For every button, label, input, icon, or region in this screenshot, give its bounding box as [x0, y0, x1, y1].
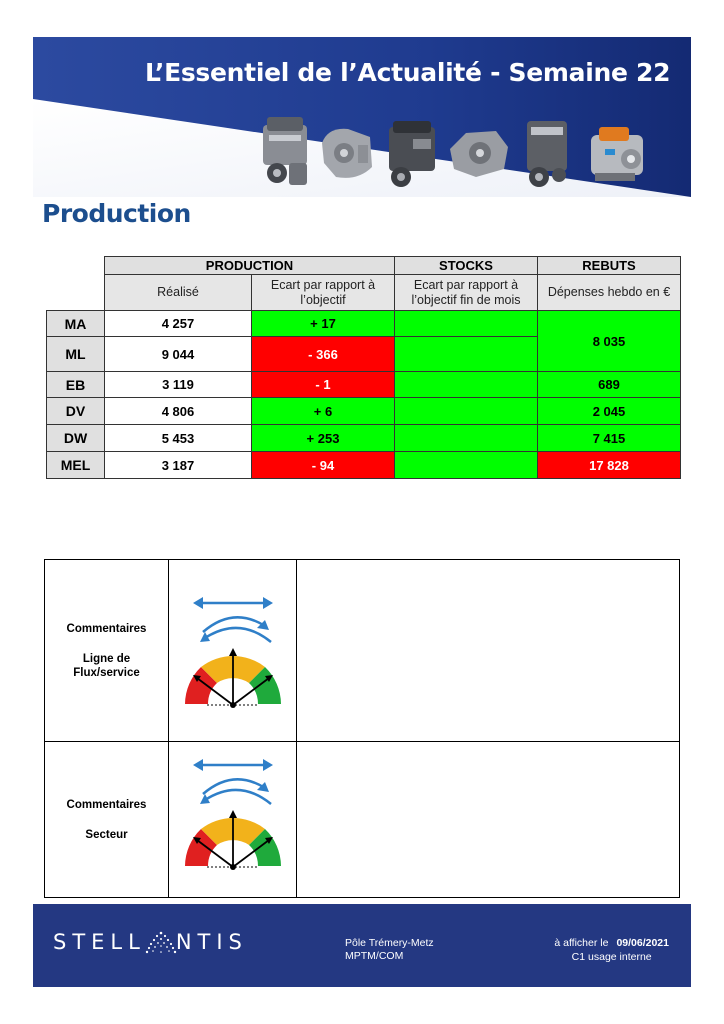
row-label: MEL [47, 452, 105, 479]
comment-subtitle: Ligne de Flux/service [73, 652, 140, 679]
engine-image-3 [519, 115, 575, 193]
comment-subtitle: Secteur [85, 828, 128, 841]
rebuts-value: 7 415 [538, 425, 681, 452]
ecart-value: - 366 [252, 337, 395, 372]
ecart-value: + 17 [252, 311, 395, 337]
stock-cell [395, 425, 538, 452]
ecart-stock-header: Ecart par rapport à l’objectif fin de mois [395, 275, 538, 311]
stocks-group-header: STOCKS [395, 257, 538, 275]
comment-label-cell [45, 560, 169, 741]
stellantis-a-star-icon [144, 931, 178, 955]
corner-cell [47, 257, 105, 275]
comment-row-secteur [45, 742, 679, 897]
stock-cell [395, 398, 538, 425]
ecart-value: + 6 [252, 398, 395, 425]
rebuts-group-header: REBUTS [538, 257, 681, 275]
table-row [47, 398, 681, 425]
realise-header: Réalisé [105, 275, 252, 311]
stock-cell [395, 311, 538, 337]
row-label: EB [47, 372, 105, 398]
rebuts-value: 2 045 [538, 398, 681, 425]
org-line-2: MPTM/COM [345, 950, 404, 962]
table-row [47, 372, 681, 398]
comment-text-area[interactable] [297, 560, 679, 741]
realise-value: 4 806 [105, 398, 252, 425]
comment-label-cell [45, 742, 169, 897]
comment-title: Commentaires [66, 622, 147, 635]
footer-display-info [554, 936, 669, 964]
gauge-meter-icon [177, 590, 289, 712]
comments-table [44, 559, 680, 898]
footer-organization [345, 937, 434, 963]
stellantis-logo: STELL NTIS [53, 930, 248, 954]
row-label: MA [47, 311, 105, 337]
realise-value: 3 187 [105, 452, 252, 479]
production-group-header: PRODUCTION [105, 257, 395, 275]
classification-label: C1 usage interne [571, 951, 652, 963]
electric-motor-image [585, 121, 649, 189]
comment-row-flux [45, 560, 679, 742]
footer [33, 904, 691, 987]
display-label: à afficher le [554, 937, 609, 949]
table-row [47, 452, 681, 479]
rebuts-value: 8 035 [538, 311, 681, 372]
engine-image-2 [383, 119, 441, 191]
comment-title: Commentaires [66, 798, 147, 811]
gauge-meter-icon [177, 752, 289, 874]
ecart-objectif-header: Ecart par rapport à l’objectif [252, 275, 395, 311]
row-label: DV [47, 398, 105, 425]
production-table [46, 256, 681, 479]
section-title: Production [42, 199, 191, 228]
stock-cell [395, 337, 538, 372]
realise-value: 5 453 [105, 425, 252, 452]
realise-value: 4 257 [105, 311, 252, 337]
realise-value: 3 119 [105, 372, 252, 398]
row-label: ML [47, 337, 105, 372]
rebuts-value: 689 [538, 372, 681, 398]
rebuts-value: 17 828 [538, 452, 681, 479]
gauge-cell [169, 560, 297, 741]
row-label: DW [47, 425, 105, 452]
gauge-cell [169, 742, 297, 897]
stock-cell [395, 372, 538, 398]
table-row [47, 425, 681, 452]
realise-value: 9 044 [105, 337, 252, 372]
engine-image-1 [255, 115, 317, 193]
table-row [47, 311, 681, 337]
stock-cell [395, 452, 538, 479]
gearbox-image-2 [446, 125, 512, 181]
org-line-1: Pôle Trémery-Metz [345, 937, 434, 949]
comment-text-area[interactable] [297, 742, 679, 897]
depenses-header: Dépenses hebdo en € [538, 275, 681, 311]
ecart-value: - 1 [252, 372, 395, 398]
header-banner [33, 37, 691, 197]
ecart-value: - 94 [252, 452, 395, 479]
ecart-value: + 253 [252, 425, 395, 452]
banner-title: L’Essentiel de l’Actualité - Semaine 22 [145, 58, 671, 87]
gearbox-image-1 [318, 123, 376, 185]
display-date: 09/06/2021 [616, 937, 669, 949]
